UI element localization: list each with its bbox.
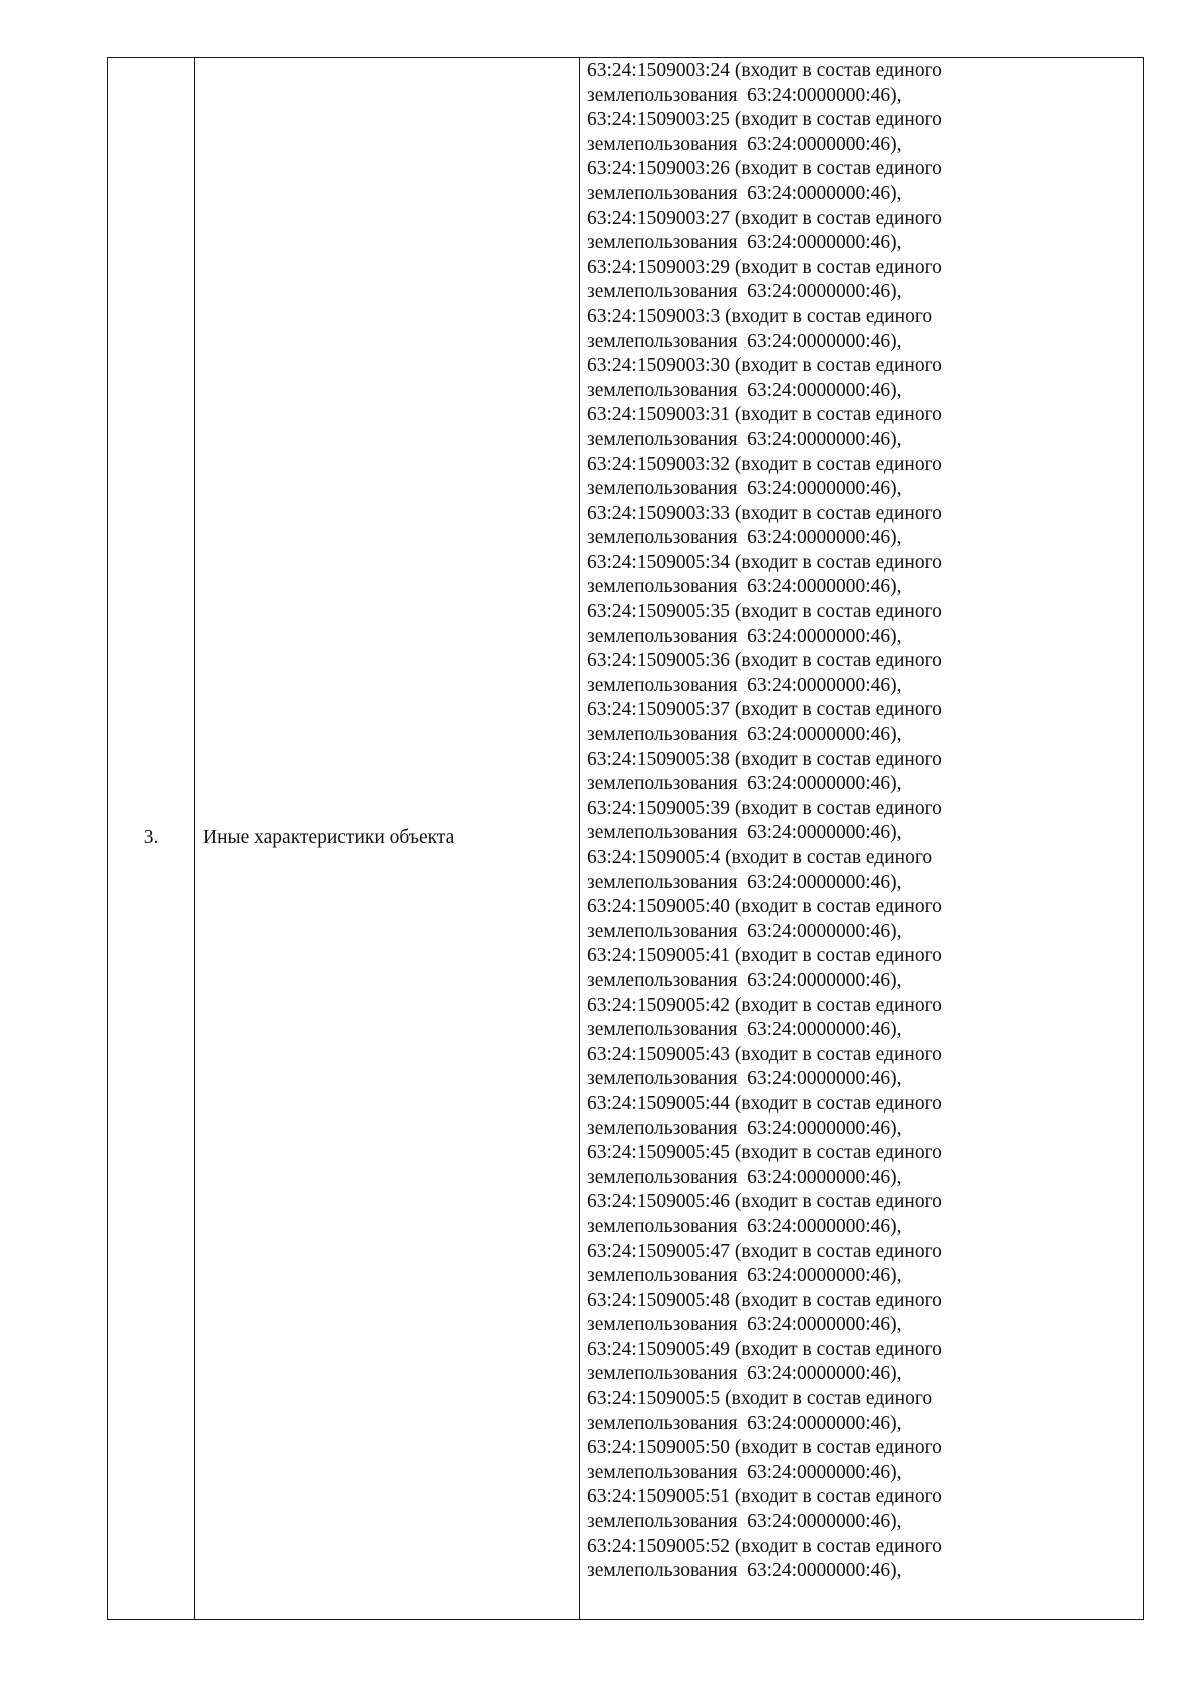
cadastral-number-line: 63:24:1509005:39 (входит в состав единого — [587, 797, 942, 819]
list-item — [587, 502, 1139, 551]
list-item — [587, 649, 1139, 698]
land-use-line: землепользования 63:24:0000000:46), — [587, 133, 902, 155]
land-use-line: землепользования 63:24:0000000:46), — [587, 84, 902, 106]
land-use-line: землепользования 63:24:0000000:46), — [587, 1461, 902, 1483]
land-use-line: землепользования 63:24:0000000:46), — [587, 625, 902, 647]
cadastral-number-line: 63:24:1509003:24 (входит в состав единого — [587, 60, 942, 81]
row-value — [580, 58, 1144, 1620]
list-item — [587, 1092, 1139, 1141]
cadastral-number-line: 63:24:1509005:38 (входит в состав единого — [587, 748, 942, 770]
cadastral-number-line: 63:24:1509005:41 (входит в состав единого — [587, 945, 942, 967]
cadastral-number-line: 63:24:1509005:50 (входит в состав единого — [587, 1437, 942, 1459]
cadastral-number-line: 63:24:1509005:46 (входит в состав единого — [587, 1191, 942, 1213]
list-item — [587, 1043, 1139, 1092]
row-name: Иные характеристики объекта — [195, 58, 580, 1620]
land-use-line: землепользования 63:24:0000000:46), — [587, 182, 902, 204]
list-item — [587, 403, 1139, 452]
land-use-line: землепользования 63:24:0000000:46), — [587, 379, 902, 401]
cadastral-number-line: 63:24:1509003:33 (входит в состав единого — [587, 502, 942, 524]
land-use-line: землепользования 63:24:0000000:46), — [587, 1363, 902, 1385]
cadastral-number-line: 63:24:1509005:47 (входит в состав единого — [587, 1240, 942, 1262]
list-item — [587, 354, 1139, 403]
cadastral-entry-list — [587, 59, 1139, 1584]
list-item — [587, 994, 1139, 1043]
list-item — [587, 59, 1139, 108]
list-item — [587, 108, 1139, 157]
cadastral-number-line: 63:24:1509003:32 (входит в состав единого — [587, 453, 942, 475]
cadastral-number-line: 63:24:1509003:3 (входит в состав единого — [587, 305, 933, 327]
characteristics-table — [107, 57, 1144, 1620]
land-use-line: землепользования 63:24:0000000:46), — [587, 674, 902, 696]
cadastral-number-line: 63:24:1509005:49 (входит в состав единого — [587, 1338, 942, 1360]
cadastral-number-line: 63:24:1509005:5 (входит в состав единого — [587, 1388, 933, 1410]
list-item — [587, 551, 1139, 600]
list-item — [587, 748, 1139, 797]
list-item — [587, 944, 1139, 993]
list-item — [587, 895, 1139, 944]
table-row — [108, 58, 1144, 1620]
land-use-line: землепользования 63:24:0000000:46), — [587, 1511, 902, 1533]
land-use-line: землепользования 63:24:0000000:46), — [587, 281, 902, 303]
cadastral-number-line: 63:24:1509005:37 (входит в состав единого — [587, 699, 942, 721]
cadastral-number-line: 63:24:1509005:35 (входит в состав единого — [587, 601, 942, 623]
land-use-line: землепользования 63:24:0000000:46), — [587, 576, 902, 598]
cadastral-number-line: 63:24:1509005:51 (входит в состав единого — [587, 1486, 942, 1508]
list-item — [587, 256, 1139, 305]
list-item — [587, 157, 1139, 206]
list-item — [587, 1387, 1139, 1436]
land-use-line: землепользования 63:24:0000000:46), — [587, 1068, 902, 1090]
cadastral-number-line: 63:24:1509003:26 (входит в состав единого — [587, 158, 942, 180]
list-item — [587, 207, 1139, 256]
list-item — [587, 453, 1139, 502]
land-use-line: землепользования 63:24:0000000:46), — [587, 428, 902, 450]
cadastral-number-line: 63:24:1509005:45 (входит в состав единого — [587, 1142, 942, 1164]
list-item — [587, 1436, 1139, 1485]
land-use-line: землепользования 63:24:0000000:46), — [587, 1166, 902, 1188]
land-use-line: землепользования 63:24:0000000:46), — [587, 478, 902, 500]
land-use-line: землепользования 63:24:0000000:46), — [587, 1019, 902, 1041]
land-use-line: землепользования 63:24:0000000:46), — [587, 1215, 902, 1237]
land-use-line: землепользования 63:24:0000000:46), — [587, 920, 902, 942]
row-number: 3. — [108, 58, 195, 1620]
list-item — [587, 1338, 1139, 1387]
cadastral-number-line: 63:24:1509003:27 (входит в состав единого — [587, 207, 942, 229]
cadastral-number-line: 63:24:1509003:25 (входит в состав единого — [587, 109, 942, 131]
land-use-line: землепользования 63:24:0000000:46), — [587, 822, 902, 844]
list-item — [587, 1535, 1139, 1584]
cadastral-number-line: 63:24:1509005:44 (входит в состав единого — [587, 1092, 942, 1114]
land-use-line: землепользования 63:24:0000000:46), — [587, 232, 902, 254]
list-item — [587, 305, 1139, 354]
list-item — [587, 1289, 1139, 1338]
cadastral-number-line: 63:24:1509005:40 (входит в состав единого — [587, 896, 942, 918]
cadastral-number-line: 63:24:1509005:42 (входит в состав единого — [587, 994, 942, 1016]
land-use-line: землепользования 63:24:0000000:46), — [587, 330, 902, 352]
cadastral-number-line: 63:24:1509003:30 (входит в состав единого — [587, 355, 942, 377]
cadastral-number-line: 63:24:1509005:48 (входит в состав единого — [587, 1289, 942, 1311]
land-use-line: землепользования 63:24:0000000:46), — [587, 871, 902, 893]
land-use-line: землепользования 63:24:0000000:46), — [587, 773, 902, 795]
land-use-line: землепользования 63:24:0000000:46), — [587, 969, 902, 991]
cadastral-number-line: 63:24:1509005:43 (входит в состав единого — [587, 1043, 942, 1065]
list-item — [587, 846, 1139, 895]
list-item — [587, 1190, 1139, 1239]
cadastral-number-line: 63:24:1509005:36 (входит в состав единого — [587, 650, 942, 672]
list-item — [587, 600, 1139, 649]
cadastral-number-line: 63:24:1509005:34 (входит в состав единого — [587, 551, 942, 573]
list-item — [587, 698, 1139, 747]
land-use-line: землепользования 63:24:0000000:46), — [587, 1314, 902, 1336]
list-item — [587, 797, 1139, 846]
cadastral-number-line: 63:24:1509003:31 (входит в состав единого — [587, 404, 942, 426]
cadastral-number-line: 63:24:1509003:29 (входит в состав единого — [587, 256, 942, 278]
list-item — [587, 1141, 1139, 1190]
land-use-line: землепользования 63:24:0000000:46), — [587, 1560, 902, 1582]
land-use-line: землепользования 63:24:0000000:46), — [587, 1265, 902, 1287]
land-use-line: землепользования 63:24:0000000:46), — [587, 527, 902, 549]
list-item — [587, 1240, 1139, 1289]
list-item — [587, 1485, 1139, 1534]
land-use-line: землепользования 63:24:0000000:46), — [587, 724, 902, 746]
cadastral-number-line: 63:24:1509005:4 (входит в состав единого — [587, 847, 933, 868]
cadastral-number-line: 63:24:1509005:52 (входит в состав единого — [587, 1535, 942, 1557]
land-use-line: землепользования 63:24:0000000:46), — [587, 1412, 902, 1434]
land-use-line: землепользования 63:24:0000000:46), — [587, 1117, 902, 1139]
